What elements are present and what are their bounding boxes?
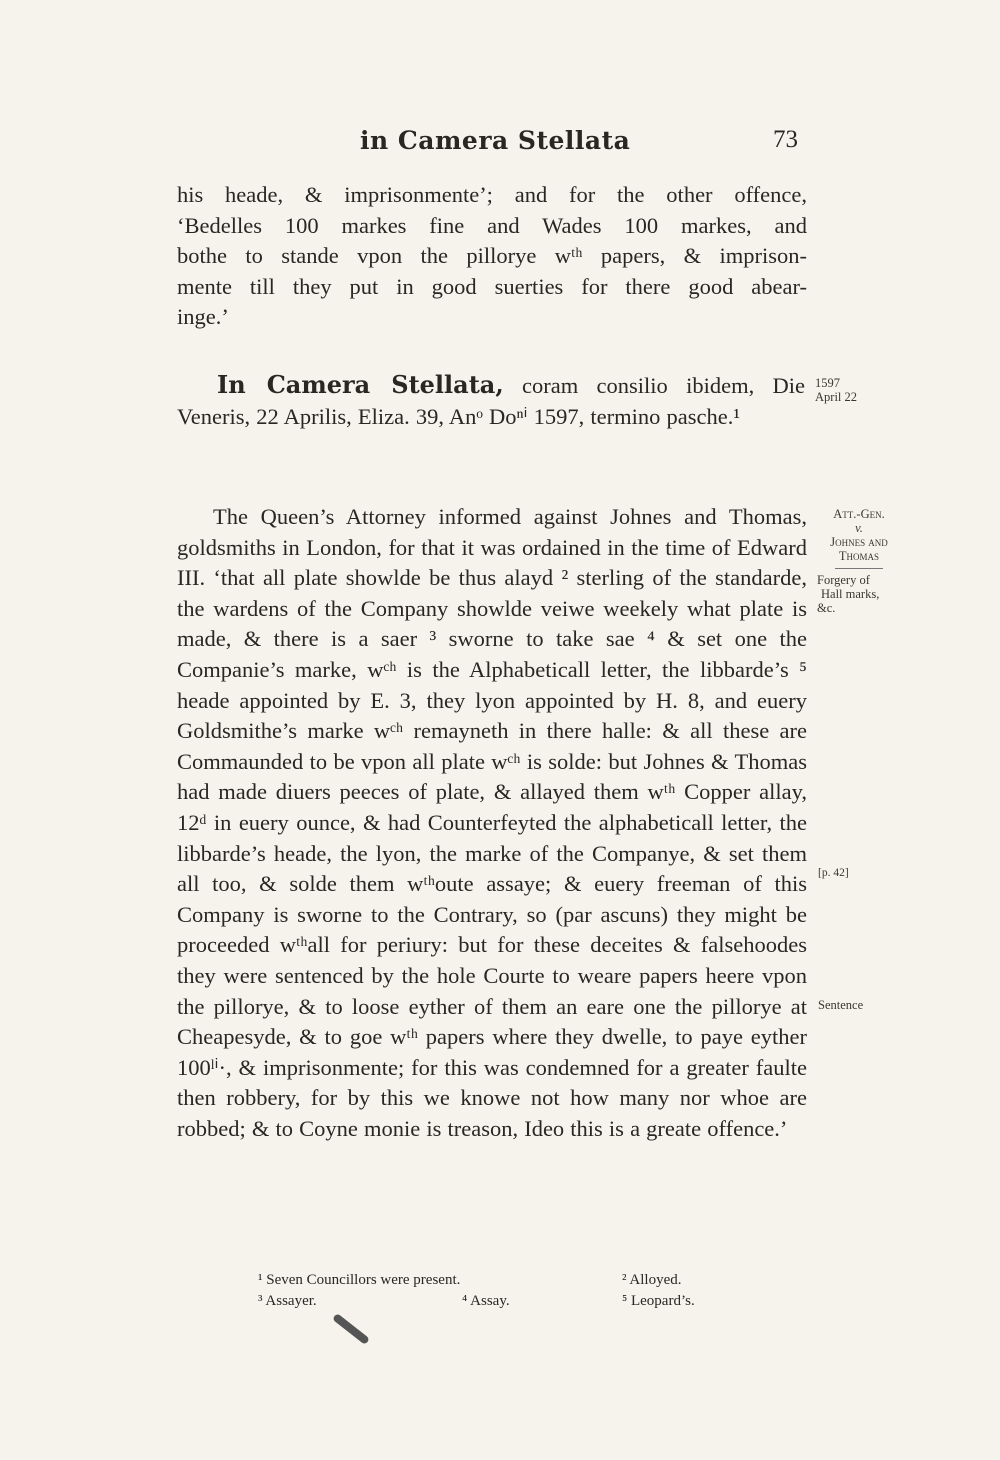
continuation-line: his heade, & imprisonmente’; and for the other offence, — [177, 182, 807, 207]
heading-blackletter: In Camera Stellata, — [217, 370, 504, 399]
continuation-line: inge.’ — [177, 304, 229, 330]
footnote-5: ⁵ Leopard’s. — [622, 1293, 695, 1309]
continuation-text — [177, 180, 807, 333]
page-number: 73 — [773, 126, 798, 153]
section-heading — [177, 370, 805, 432]
margin-case-name — [818, 507, 900, 563]
ink-mark — [332, 1313, 370, 1345]
margin-topic-line: Forgery of — [817, 573, 870, 587]
margin-rule — [835, 568, 883, 569]
continuation-line: bothe to stande vpon the pillorye wᵗʰ papers, & imprison- — [177, 243, 807, 269]
continuation-line: ‘Bedelles 100 markes fine and Wades 100 markes, and — [177, 212, 807, 238]
margin-case-line: Thomas — [838, 549, 880, 563]
margin-date — [815, 376, 857, 404]
margin-date-day: April 22 — [815, 390, 858, 404]
margin-case-line: Att.-Gen. — [833, 507, 885, 521]
footnote-4: ⁴ Assay. — [462, 1293, 510, 1309]
margin-case-line: v. — [855, 521, 863, 535]
margin-topic-line: Hall marks, — [821, 587, 880, 601]
margin-topic — [817, 573, 879, 615]
running-title: in Camera Stellata — [360, 126, 631, 155]
footnote-1: ¹ Seven Councillors were present. — [258, 1272, 461, 1288]
margin-page-ref: [p. 42] — [818, 867, 849, 879]
heading-rest: coram consilio ibidem, Die Veneris, 22 Aprilis, Eliza. 39, Anᵒ Doⁿⁱ 1597, termino pasche.¹ — [177, 373, 805, 429]
footnote-2: ² Alloyed. — [622, 1272, 682, 1288]
margin-case-line: Johnes and — [830, 535, 888, 549]
footnote-3: ³ Assayer. — [258, 1293, 317, 1309]
margin-sentence: Sentence — [818, 998, 864, 1012]
margin-date-year: 1597 — [815, 376, 840, 390]
continuation-line: mente till they put in good suerties for there good abear- — [177, 273, 807, 299]
main-paragraph: The Queen’s Attorney informed against Johnes and Thomas, goldsmiths in London, for that it was ordained in the time of Edward III. ‘that all plate showlde be thus alayd ² sterling of the standarde, the wardens of the Company showlde veiwe weekely what plate is made, & there is a saer ³ sworne to take sae ⁴ & set one the Companie’s marke, wᶜʰ is the Alphabeticall letter, the libbarde’s ⁵ heade appointed by E. 3, they lyon appointed by H. 8, and euery Goldsmithe’s marke wᶜʰ remayneth in there halle: & all these are Commaunded to be vpon all plate wᶜʰ is solde: but Johnes & Thomas had made diuers peeces of plate, & allayed them wᵗʰ Copper allay, 12ᵈ in euery ounce, & had Counterfeyted the alphabeticall letter, the libbarde’s heade, the lyon, the marke of the Companye, & set them all too, & solde them wᵗʰoute assaye; & euery freeman of this Company is sworne to the Contrary, so (par ascuns) they might be proceeded wᵗʰall for periury: but for these deceites & falsehoodes they were sentenced by the hole Courte to weare papers heere vpon the pillorye, & to loose eyther of them an eare one the pillorye at Cheapesyde, & to goe wᵗʰ papers where they dwelle, to paye eyther 100ˡⁱ·, & imprisonmente; for this was condemned for a greater faulte then robbery, for by this we knowe not how many nor whoe are robbed; & to Coyne monie is treason, Ideo this is a greate offence.’ — [177, 504, 807, 1141]
margin-topic-line: &c. — [817, 601, 836, 615]
